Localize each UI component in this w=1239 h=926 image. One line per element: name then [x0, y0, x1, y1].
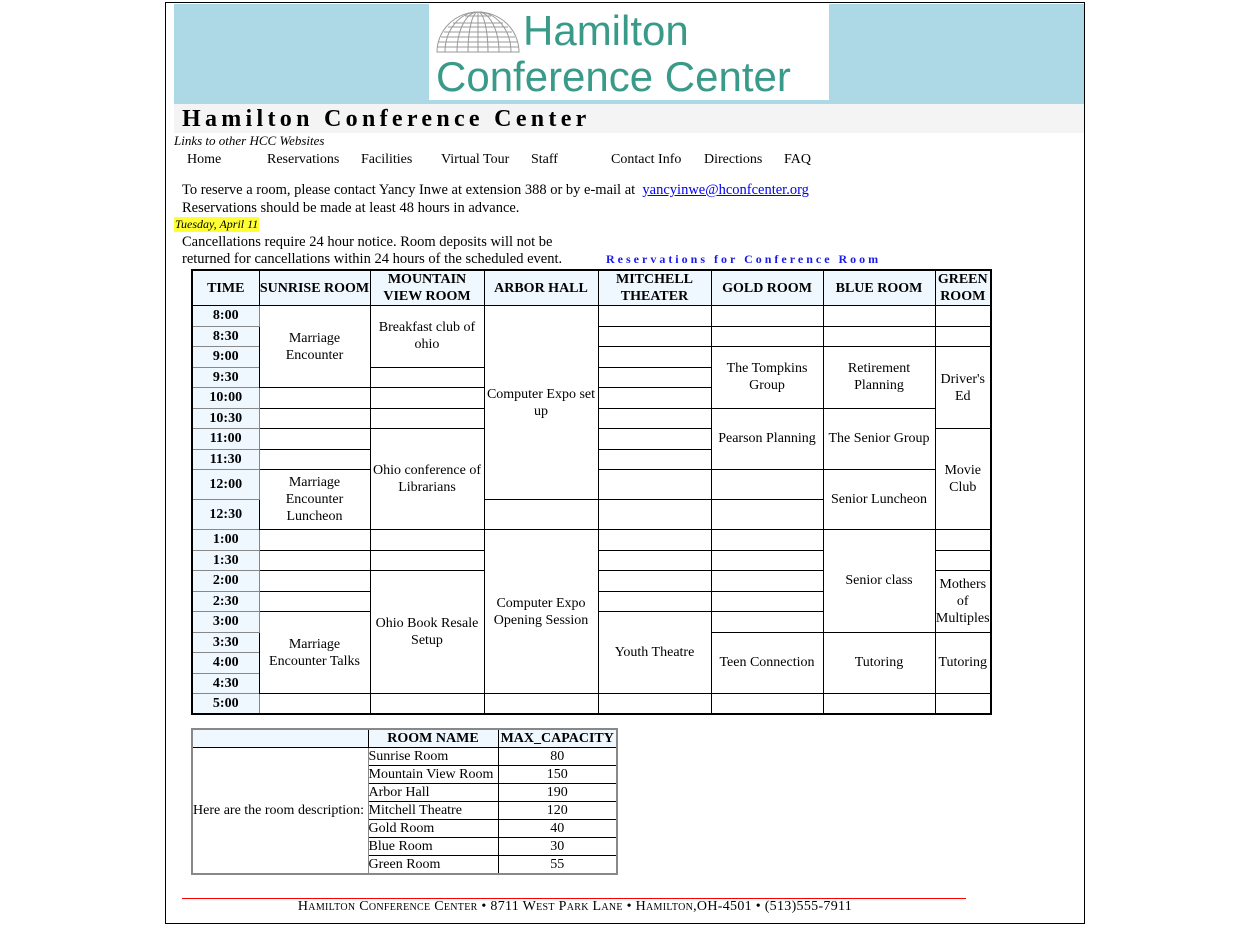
time-slot: 1:30: [192, 550, 259, 571]
info-line-3: Cancellations require 24 hour notice. Room deposits will not be: [182, 234, 553, 250]
nav-reservations[interactable]: Reservations: [267, 152, 340, 167]
time-slot: 8:30: [192, 326, 259, 347]
empty-slot-cell[interactable]: [823, 306, 935, 327]
nav-directions[interactable]: Directions: [704, 152, 763, 167]
time-slot: 12:00: [192, 470, 259, 500]
time-slot: 3:00: [192, 612, 259, 633]
capacity-row: [192, 748, 617, 766]
empty-slot-cell[interactable]: [598, 388, 711, 409]
reservation-cell[interactable]: Senior class: [823, 530, 935, 633]
reservation-cell[interactable]: Teen Connection: [711, 632, 823, 694]
globe-icon: [435, 10, 521, 54]
empty-slot-cell[interactable]: [370, 550, 484, 571]
reservation-cell[interactable]: Ohio Book Resale Setup: [370, 571, 484, 694]
empty-slot-cell[interactable]: [370, 408, 484, 429]
empty-slot-cell[interactable]: [711, 612, 823, 633]
schedule-row: [192, 530, 991, 551]
nav-faq[interactable]: FAQ: [784, 152, 811, 167]
reservation-cell[interactable]: Tutoring: [823, 632, 935, 694]
empty-slot-cell[interactable]: [370, 388, 484, 409]
empty-slot-cell[interactable]: [823, 326, 935, 347]
nav-home[interactable]: Home: [187, 152, 222, 167]
empty-slot-cell[interactable]: [935, 694, 991, 715]
reservation-cell[interactable]: The Senior Group: [823, 408, 935, 470]
room-capacity: 190: [498, 784, 617, 802]
empty-slot-cell[interactable]: [598, 326, 711, 347]
room-name: Mitchell Theatre: [368, 802, 498, 820]
time-slot: 3:30: [192, 632, 259, 653]
time-slot: 12:30: [192, 500, 259, 530]
capacity-table: [191, 728, 618, 875]
time-slot: 9:00: [192, 347, 259, 368]
empty-slot-cell[interactable]: [259, 449, 370, 470]
footer-address: Hamilton Conference Center • 8711 West Park Lane • Hamilton,OH-4501 • (513)555-7911: [297, 899, 853, 914]
reservation-cell[interactable]: Breakfast club of ohio: [370, 306, 484, 368]
room-header: ARBOR HALL: [484, 270, 598, 306]
room-capacity: 120: [498, 802, 617, 820]
empty-slot-cell[interactable]: [598, 408, 711, 429]
info-line-1: [182, 181, 809, 199]
capacity-header-blank: [192, 729, 368, 748]
room-header: MOUNTAIN VIEW ROOM: [370, 270, 484, 306]
page-title: Hamilton Conference Center: [182, 106, 591, 132]
empty-slot-cell[interactable]: [711, 530, 823, 551]
room-name: Green Room: [368, 856, 498, 875]
empty-slot-cell[interactable]: [598, 500, 711, 530]
reservation-cell[interactable]: Computer Expo set up: [484, 306, 598, 500]
empty-slot-cell[interactable]: [259, 694, 370, 715]
schedule-table: [191, 269, 992, 715]
empty-slot-cell[interactable]: [711, 591, 823, 612]
empty-slot-cell[interactable]: [598, 367, 711, 388]
reservation-cell[interactable]: Marriage Encounter: [259, 306, 370, 388]
empty-slot-cell[interactable]: [598, 429, 711, 450]
schedule-row: [192, 694, 991, 715]
room-header: GREEN ROOM: [935, 270, 991, 306]
title-bar: [174, 104, 1084, 133]
empty-slot-cell[interactable]: [259, 388, 370, 409]
empty-slot-cell[interactable]: [935, 326, 991, 347]
reservation-cell[interactable]: The Tompkins Group: [711, 347, 823, 409]
time-slot: 11:30: [192, 449, 259, 470]
room-description-label: Here are the room description:: [192, 748, 368, 875]
empty-slot-cell[interactable]: [598, 550, 711, 571]
time-slot: 4:30: [192, 673, 259, 694]
time-slot: 11:00: [192, 429, 259, 450]
logo: [429, 4, 829, 100]
empty-slot-cell[interactable]: [598, 449, 711, 470]
reservation-cell[interactable]: Tutoring: [935, 632, 991, 694]
logo-text-line2: Conference Center: [436, 53, 791, 100]
info-line-2: Reservations should be made at least 48 hours in advance.: [182, 200, 520, 216]
empty-slot-cell[interactable]: [259, 530, 370, 551]
reservation-cell[interactable]: Retirement Planning: [823, 347, 935, 409]
empty-slot-cell[interactable]: [711, 306, 823, 327]
schedule-title: Reservations for Conference Room: [606, 252, 882, 266]
room-name: Sunrise Room: [368, 748, 498, 766]
date-label: Tuesday, April 11: [175, 217, 259, 231]
empty-slot-cell[interactable]: [598, 530, 711, 551]
room-capacity: 150: [498, 766, 617, 784]
empty-slot-cell[interactable]: [259, 571, 370, 592]
empty-slot-cell[interactable]: [711, 470, 823, 500]
nav-virtual-tour[interactable]: Virtual Tour: [441, 152, 510, 167]
empty-slot-cell[interactable]: [711, 326, 823, 347]
room-header: MITCHELL THEATER: [598, 270, 711, 306]
nav-facilities[interactable]: Facilities: [361, 152, 413, 167]
empty-slot-cell[interactable]: [259, 429, 370, 450]
reservation-cell[interactable]: Youth Theatre: [598, 612, 711, 694]
reservation-cell[interactable]: Marriage Encounter Luncheon: [259, 470, 370, 530]
empty-slot-cell[interactable]: [711, 550, 823, 571]
page: [165, 2, 1085, 924]
room-name: Gold Room: [368, 820, 498, 838]
empty-slot-cell[interactable]: [935, 306, 991, 327]
empty-slot-cell[interactable]: [370, 694, 484, 715]
time-slot: 4:00: [192, 653, 259, 674]
room-capacity: 55: [498, 856, 617, 875]
time-slot: 10:00: [192, 388, 259, 409]
time-slot: 5:00: [192, 694, 259, 715]
empty-slot-cell[interactable]: [484, 694, 598, 715]
time-slot: 2:00: [192, 571, 259, 592]
room-name: Blue Room: [368, 838, 498, 856]
schedule-row: [192, 306, 991, 327]
reservation-cell[interactable]: Ohio conference of Librarians: [370, 429, 484, 530]
room-name: Arbor Hall: [368, 784, 498, 802]
empty-slot-cell[interactable]: [598, 591, 711, 612]
empty-slot-cell[interactable]: [259, 408, 370, 429]
room-name: Mountain View Room: [368, 766, 498, 784]
empty-slot-cell[interactable]: [823, 694, 935, 715]
reservation-cell[interactable]: Marriage Encounter Talks: [259, 612, 370, 694]
empty-slot-cell[interactable]: [711, 571, 823, 592]
empty-slot-cell[interactable]: [598, 694, 711, 715]
empty-slot-cell[interactable]: [598, 571, 711, 592]
time-slot: 8:00: [192, 306, 259, 327]
room-capacity: 40: [498, 820, 617, 838]
nav-staff[interactable]: Staff: [531, 152, 558, 167]
room-header: SUNRISE ROOM: [259, 270, 370, 306]
reservation-cell[interactable]: Mothers of Multiples: [935, 571, 991, 633]
empty-slot-cell[interactable]: [259, 550, 370, 571]
reservation-cell[interactable]: Computer Expo Opening Session: [484, 530, 598, 694]
empty-slot-cell[interactable]: [711, 694, 823, 715]
room-capacity: 80: [498, 748, 617, 766]
empty-slot-cell[interactable]: [370, 367, 484, 388]
reservation-cell[interactable]: Pearson Planning: [711, 408, 823, 470]
email-link[interactable]: yancyinwe@hconfcenter.org: [642, 182, 809, 198]
reservation-cell[interactable]: Senior Luncheon: [823, 470, 935, 530]
time-slot: 9:30: [192, 367, 259, 388]
links-label: Links to other HCC Websites: [174, 133, 325, 148]
empty-slot-cell[interactable]: [598, 306, 711, 327]
empty-slot-cell[interactable]: [935, 530, 991, 551]
empty-slot-cell[interactable]: [935, 550, 991, 571]
empty-slot-cell[interactable]: [598, 347, 711, 368]
capacity-header-max: MAX_CAPACITY: [498, 729, 617, 748]
capacity-header-room: ROOM NAME: [368, 729, 498, 748]
room-capacity: 30: [498, 838, 617, 856]
empty-slot-cell[interactable]: [711, 500, 823, 530]
time-header: TIME: [192, 270, 259, 306]
reservation-cell[interactable]: Movie Club: [935, 429, 991, 530]
logo-text-line1: Hamilton: [523, 7, 689, 54]
empty-slot-cell[interactable]: [259, 591, 370, 612]
info-line-4: returned for cancellations within 24 hours of the scheduled event.: [182, 251, 563, 267]
time-slot: 10:30: [192, 408, 259, 429]
time-slot: 1:00: [192, 530, 259, 551]
empty-slot-cell[interactable]: [484, 500, 598, 530]
time-slot: 2:30: [192, 591, 259, 612]
nav-contact-info[interactable]: Contact Info: [611, 152, 682, 167]
contact-text: To reserve a room, please contact Yancy Inwe at extension 388 or by e-mail at: [182, 182, 636, 198]
room-header: BLUE ROOM: [823, 270, 935, 306]
empty-slot-cell[interactable]: [370, 530, 484, 551]
reservation-cell[interactable]: Driver's Ed: [935, 347, 991, 429]
empty-slot-cell[interactable]: [598, 470, 711, 500]
room-header: GOLD ROOM: [711, 270, 823, 306]
